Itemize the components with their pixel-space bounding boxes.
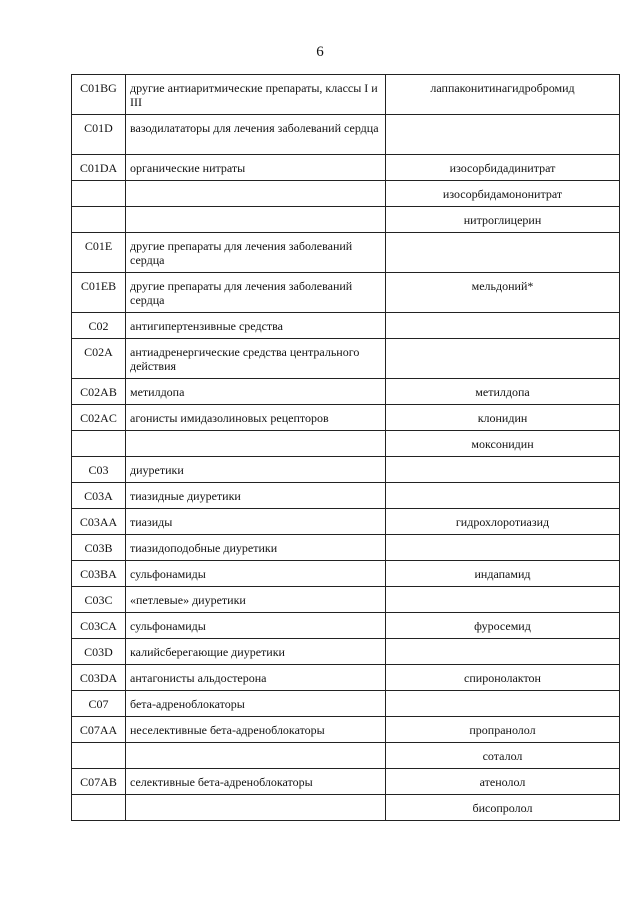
atc-drug-table xyxy=(71,74,620,821)
drug-name-cell: соталол xyxy=(386,743,620,769)
group-name-cell: «петлевые» диуретики xyxy=(126,587,386,613)
table-row xyxy=(72,405,620,431)
group-name-cell: другие антиаритмические препараты, классы I и III xyxy=(126,75,386,115)
drug-name-cell: мельдоний* xyxy=(386,273,620,313)
page-number: 6 xyxy=(316,44,324,60)
group-name-cell: сульфонамиды xyxy=(126,613,386,639)
drug-name-cell xyxy=(386,691,620,717)
drug-name-cell: атенолол xyxy=(386,769,620,795)
drug-name-cell: лаппаконитинагидробромид xyxy=(386,75,620,115)
atc-code-cell: C03DA xyxy=(72,665,126,691)
atc-code-cell: C01E xyxy=(72,233,126,273)
table-row xyxy=(72,769,620,795)
table-row xyxy=(72,561,620,587)
drug-name-cell xyxy=(386,339,620,379)
atc-code-cell xyxy=(72,743,126,769)
group-name-cell: антигипертензивные средства xyxy=(126,313,386,339)
drug-name-cell: моксонидин xyxy=(386,431,620,457)
group-name-cell: вазодилататоры для лечения заболеваний сердца xyxy=(126,115,386,155)
table-row xyxy=(72,587,620,613)
table-row xyxy=(72,431,620,457)
group-name-cell: калийсберегающие диуретики xyxy=(126,639,386,665)
drug-name-cell: клонидин xyxy=(386,405,620,431)
group-name-cell xyxy=(126,431,386,457)
table-row xyxy=(72,313,620,339)
drug-name-cell xyxy=(386,313,620,339)
group-name-cell: тиазиды xyxy=(126,509,386,535)
drug-name-cell: метилдопа xyxy=(386,379,620,405)
atc-code-cell xyxy=(72,207,126,233)
group-name-cell: агонисты имидазолиновых рецепторов xyxy=(126,405,386,431)
atc-code-cell: C01BG xyxy=(72,75,126,115)
atc-code-cell: C03CA xyxy=(72,613,126,639)
atc-code-cell xyxy=(72,795,126,821)
atc-code-cell: C03D xyxy=(72,639,126,665)
table-row xyxy=(72,115,620,155)
table-row xyxy=(72,273,620,313)
group-name-cell: другие препараты для лечения заболеваний сердца xyxy=(126,273,386,313)
group-name-cell: селективные бета-адреноблокаторы xyxy=(126,769,386,795)
group-name-cell xyxy=(126,743,386,769)
drug-name-cell: индапамид xyxy=(386,561,620,587)
drug-name-cell xyxy=(386,115,620,155)
group-name-cell: сульфонамиды xyxy=(126,561,386,587)
table-row xyxy=(72,639,620,665)
group-name-cell: диуретики xyxy=(126,457,386,483)
atc-code-cell: C03AA xyxy=(72,509,126,535)
group-name-cell: метилдопа xyxy=(126,379,386,405)
group-name-cell: органические нитраты xyxy=(126,155,386,181)
atc-code-cell: C01D xyxy=(72,115,126,155)
drug-name-cell xyxy=(386,233,620,273)
table-row xyxy=(72,233,620,273)
drug-name-cell: изосорбидамононитрат xyxy=(386,181,620,207)
group-name-cell: тиазидоподобные диуретики xyxy=(126,535,386,561)
atc-code-cell: C03C xyxy=(72,587,126,613)
atc-code-cell xyxy=(72,181,126,207)
table-row xyxy=(72,75,620,115)
atc-code-cell: C07AB xyxy=(72,769,126,795)
group-name-cell xyxy=(126,795,386,821)
drug-name-cell: нитроглицерин xyxy=(386,207,620,233)
atc-code-cell: C07 xyxy=(72,691,126,717)
table-row xyxy=(72,339,620,379)
drug-name-cell: пропранолол xyxy=(386,717,620,743)
atc-code-cell: C02A xyxy=(72,339,126,379)
group-name-cell: неселективные бета-адреноблокаторы xyxy=(126,717,386,743)
atc-code-cell: C03BA xyxy=(72,561,126,587)
table-row xyxy=(72,155,620,181)
drug-name-cell: бисопролол xyxy=(386,795,620,821)
atc-code-cell: C02AC xyxy=(72,405,126,431)
table-row xyxy=(72,613,620,639)
group-name-cell: бета-адреноблокаторы xyxy=(126,691,386,717)
group-name-cell xyxy=(126,181,386,207)
table-row xyxy=(72,483,620,509)
group-name-cell: антиадренергические средства центрального действия xyxy=(126,339,386,379)
drug-name-cell: гидрохлоротиазид xyxy=(386,509,620,535)
atc-code-cell: C03 xyxy=(72,457,126,483)
group-name-cell: антагонисты альдостерона xyxy=(126,665,386,691)
table-row xyxy=(72,535,620,561)
table-row xyxy=(72,457,620,483)
table-row xyxy=(72,509,620,535)
atc-code-cell: C02 xyxy=(72,313,126,339)
group-name-cell: другие препараты для лечения заболеваний сердца xyxy=(126,233,386,273)
table-body xyxy=(72,75,620,821)
drug-name-cell xyxy=(386,483,620,509)
table-row xyxy=(72,691,620,717)
atc-code-cell: C07AA xyxy=(72,717,126,743)
table-row xyxy=(72,379,620,405)
drug-name-cell xyxy=(386,535,620,561)
table-row xyxy=(72,207,620,233)
atc-code-cell: C03B xyxy=(72,535,126,561)
atc-code-cell: C01DA xyxy=(72,155,126,181)
table-row xyxy=(72,665,620,691)
drug-name-cell: фуросемид xyxy=(386,613,620,639)
table-row xyxy=(72,181,620,207)
group-name-cell xyxy=(126,207,386,233)
atc-code-cell: C02AB xyxy=(72,379,126,405)
drug-name-cell xyxy=(386,639,620,665)
drug-name-cell xyxy=(386,587,620,613)
drug-name-cell xyxy=(386,457,620,483)
atc-code-cell xyxy=(72,431,126,457)
table-row xyxy=(72,717,620,743)
group-name-cell: тиазидные диуретики xyxy=(126,483,386,509)
table-row xyxy=(72,795,620,821)
atc-code-cell: C01EB xyxy=(72,273,126,313)
drug-name-cell: спиронолактон xyxy=(386,665,620,691)
drug-name-cell: изосорбидадинитрат xyxy=(386,155,620,181)
table-row xyxy=(72,743,620,769)
atc-code-cell: C03A xyxy=(72,483,126,509)
